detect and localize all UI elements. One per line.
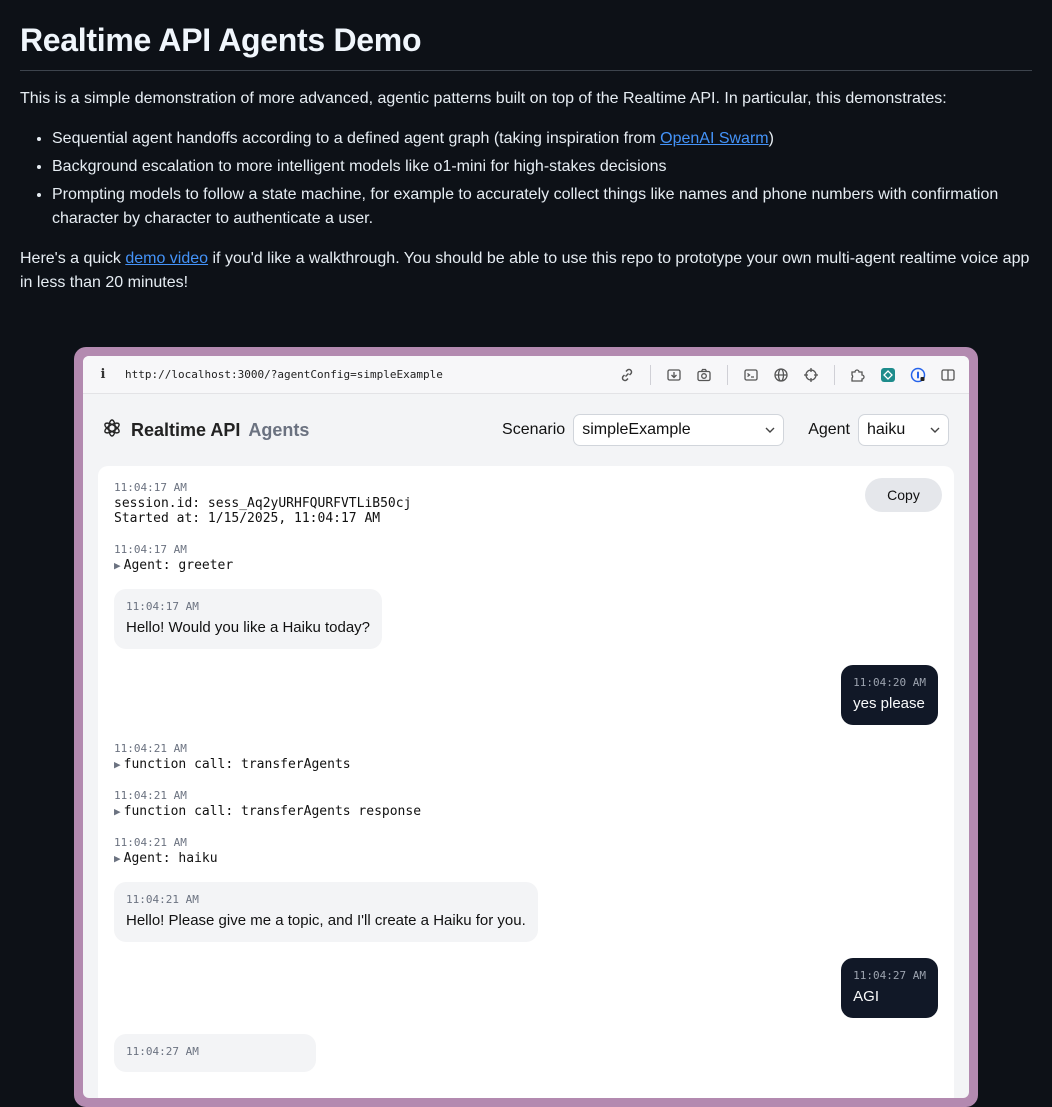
expand-triangle-icon[interactable]: ▶ [114,852,121,865]
user-message [841,958,938,1018]
demo-video-link[interactable]: demo video [125,250,209,267]
app-brand[interactable] [101,417,309,444]
header-controls [502,414,949,446]
brand-main: Realtime API [131,419,241,440]
embedded-screenshot [74,347,978,1107]
toolbar-divider [834,365,835,385]
timestamp: 11:04:20 AM [853,676,926,689]
intro-paragraph: This is a simple demonstration of more advanced, agentic patterns built on top of the Realtime API. In particular, this demonstrates: [20,90,947,107]
message-text: Hello! Please give me a topic, and I'll create a Haiku for you. [126,912,526,929]
message-text: yes please [853,695,925,712]
agent-event[interactable] [114,542,938,573]
agent-event[interactable] [114,835,938,866]
timestamp: 11:04:21 AM [114,789,187,802]
timestamp: 11:04:17 AM [114,481,187,494]
toolbar-divider [650,365,651,385]
timestamp: 11:04:27 AM [853,969,926,982]
chevron-down-icon [765,425,775,436]
url-text[interactable]: http://localhost:3000/?agentConfig=simpleExample [125,368,443,381]
timestamp: 11:04:21 AM [126,893,199,906]
crosshair-icon[interactable] [802,366,820,384]
scenario-value: simpleExample [582,421,691,438]
message-text: Hello! Would you like a Haiku today? [126,619,371,636]
event-label: function call: transferAgents [123,757,351,772]
function-response-event[interactable] [114,788,938,819]
copy-button[interactable]: Copy [865,478,942,512]
user-message-row [114,665,938,725]
browser-window [83,356,969,1098]
brand-sub: Agents [248,419,310,440]
event-label: Agent: haiku [123,851,218,866]
list-item: • Prompting models to follow a state machine, for example to accurately collect things like names and phone numbers with confirmation character by character to authenticate a user. [52,183,1032,231]
feature-list [20,127,1032,231]
event-label: Agent: greeter [123,558,234,573]
user-message [841,665,938,725]
app-header [83,394,969,466]
session-id: session.id: sess_Aq2yURHFQURFVTLiB50cj [114,496,412,511]
page-title: Realtime API Agents Demo [20,0,1032,71]
session-started: Started at: 1/15/2025, 11:04:17 AM [114,511,381,526]
assistant-message [114,1034,316,1072]
list-item: • Background escalation to more intelligent models like o1-mini for high-stakes decisions [52,155,1032,179]
assistant-message [114,882,538,942]
agent-select[interactable] [858,414,949,446]
openai-swarm-link[interactable]: OpenAI Swarm [660,130,769,147]
transcript-panel[interactable] [98,466,954,1098]
expand-triangle-icon[interactable]: ▶ [114,758,121,771]
timestamp: 11:04:17 AM [114,543,187,556]
download-icon[interactable] [665,366,683,384]
camera-icon[interactable] [695,366,713,384]
link-icon[interactable] [618,366,636,384]
readme [20,0,1032,311]
assistant-message [114,589,382,649]
expand-triangle-icon[interactable]: ▶ [114,805,121,818]
agent-value: haiku [867,421,906,438]
toolbar-divider [727,365,728,385]
timestamp: 11:04:27 AM [126,1045,199,1058]
password-manager-icon[interactable] [909,366,927,384]
event-label: function call: transferAgents response [123,804,422,819]
address-bar [83,356,969,394]
function-call-event[interactable] [114,741,938,772]
expand-triangle-icon[interactable]: ▶ [114,559,121,572]
info-icon[interactable]: i [100,367,106,382]
globe-icon[interactable] [772,366,790,384]
outro-paragraph: Here's a quick demo video if you'd like a walkthrough. You should be able to use this repo to prototype your own multi-agent realtime voice app in less than 20 minutes! [20,250,1030,291]
terminal-icon[interactable] [742,366,760,384]
openai-logo-icon [101,417,123,444]
list-item: • Sequential agent handoffs according to a defined agent graph (taking inspiration from OpenAI Swarm) [52,127,1032,151]
agent-label: Agent [808,421,850,438]
dev-tools-icon[interactable] [879,366,897,384]
browser-toolbar [618,365,957,385]
scenario-select[interactable] [573,414,784,446]
extension-icon[interactable] [849,366,867,384]
user-message-row [114,958,938,1018]
timestamp: 11:04:21 AM [114,836,187,849]
scenario-label: Scenario [502,421,566,438]
message-text: AGI [853,988,879,1005]
session-event [114,480,938,526]
timestamp: 11:04:17 AM [126,600,199,613]
sidebar-icon[interactable] [939,366,957,384]
timestamp: 11:04:21 AM [114,742,187,755]
chevron-down-icon [930,425,940,436]
